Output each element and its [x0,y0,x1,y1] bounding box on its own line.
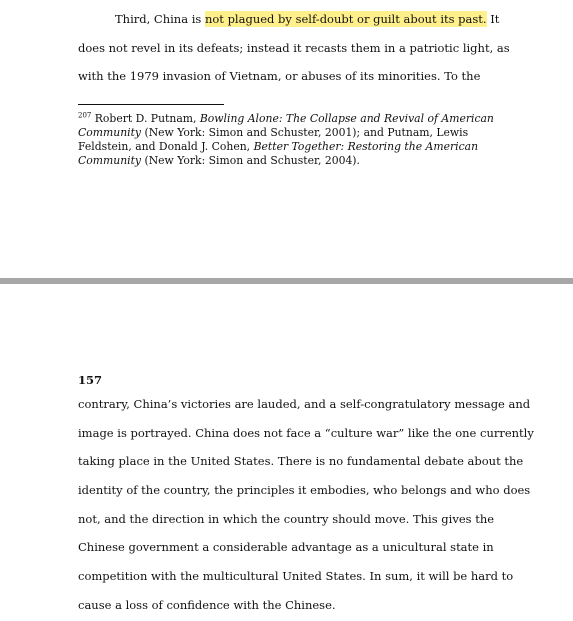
footnote-book-title: Bowling Alone: The Collapse and Revival of American [199,112,494,125]
paragraph-text-before-highlight: Third, China is [115,12,205,26]
footnote-separator [78,104,224,105]
body-line: cause a loss of confidence with the Chinese. [78,598,336,612]
page-number: 157 [78,373,103,387]
footnote-book-title: Community [78,154,142,167]
body-line: Chinese government a considerable advantage as a unicultural state in [78,540,494,554]
footnote-line-2 [78,126,468,140]
document-page-top [0,0,573,278]
footnote-book-title: Community [78,126,142,139]
footnote-text: Robert D. Putnam, [91,112,200,125]
footnote-book-title: Better Together: Restoring the American [253,140,479,153]
paragraph-line-1 [115,12,499,26]
footnote-number: 207 [78,111,92,120]
body-line: contrary, China’s victories are lauded, and a self-congratulatory message and [78,397,531,411]
footnote-line-1 [78,112,494,126]
footnote-text: (New York: Simon and Schuster, 2001); and Putnam, Lewis [141,126,469,139]
footnote-text: Feldstein, and Donald J. Cohen, [78,140,254,153]
body-line: not, and the direction in which the country should move. This gives the [78,512,495,526]
highlighted-text: not plagued by self-doubt or guilt about its past. [204,12,487,26]
body-line: taking place in the United States. There is no fundamental debate about the [78,454,524,468]
footnote-text: (New York: Simon and Schuster, 2004). [141,154,360,167]
paragraph-line-3: with the 1979 invasion of Vietnam, or abuses of its minorities. To the [78,69,481,83]
body-line: competition with the multicultural United States. In sum, it will be hard to [78,569,514,583]
paragraph-line-2: does not revel in its defeats; instead it recasts them in a patriotic light, as [78,41,510,55]
body-line: identity of the country, the principles it embodies, who belongs and who does [78,483,531,497]
footnote-line-4 [78,154,360,168]
footnote-line-3 [78,140,478,154]
body-line: image is portrayed. China does not face a “culture war” like the one currently [78,426,534,440]
paragraph-text-after-highlight: It [486,12,500,26]
